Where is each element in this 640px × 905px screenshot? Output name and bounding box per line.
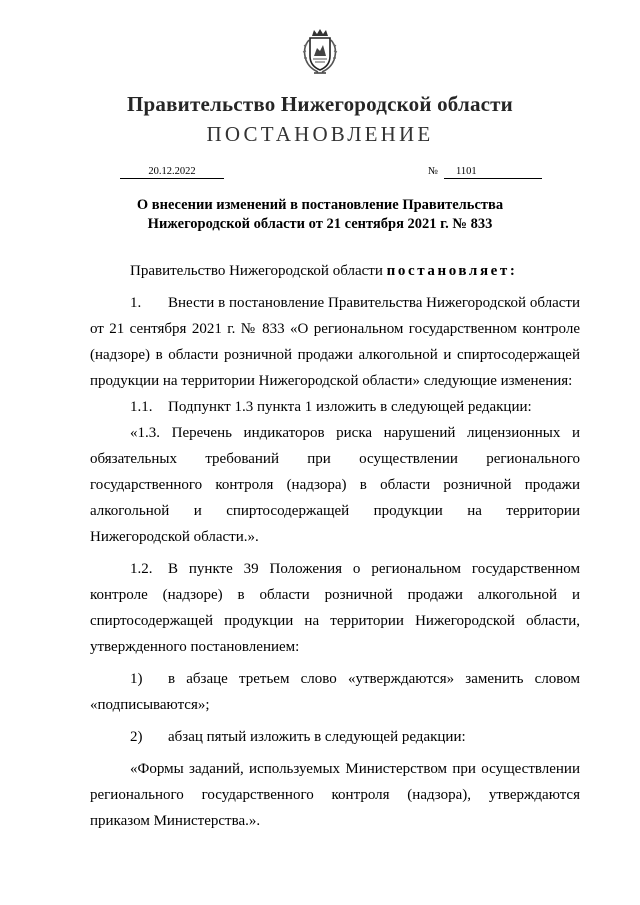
- subitem-1-number: 1): [130, 671, 143, 687]
- subitem-1-paragraph: [90, 666, 580, 718]
- nizhny-novgorod-coat-of-arms-icon: [298, 26, 342, 76]
- item-1-text: Внести в постановление Правительства Нижегородской области от 21 сентября 2021 г. № 833 «О региональном государственном контроле (надзоре) в области розничной продажи алкогольной и спиртосодержащей продукции на территории Нижегородской области» следующие изменения:: [90, 295, 580, 389]
- item-1-2-number: 1.2.: [130, 561, 153, 577]
- document-type: ПОСТАНОВЛЕНИЕ: [206, 122, 434, 146]
- item-1-1-number: 1.1.: [130, 399, 153, 415]
- subject-line-2: Нижегородской области от 21 сентября 2021 г. № 833: [147, 216, 493, 232]
- quote-2-paragraph: «Формы заданий, используемых Министерством при осуществлении регионального государственного контроля (надзора), утверждаются приказом Министерства.».: [90, 761, 580, 829]
- subitem-1-text: в абзаце третьем слово «утверждаются» заменить словом «подписываются»;: [90, 671, 580, 713]
- item-1-2-text: В пункте 39 Положения о региональном государственном контроле (надзоре) в области розничной продажи алкогольной и спиртосодержащей продукции на территории Нижегородской области, утвержденного постановлением:: [90, 561, 580, 655]
- organization-title: Правительство Нижегородской области: [127, 92, 513, 116]
- item-1-1-text: Подпункт 1.3 пункта 1 изложить в следующей редакции:: [168, 399, 532, 415]
- document-number: 1101: [456, 166, 477, 177]
- document-number-label: №: [428, 166, 439, 177]
- document-number-field: [444, 165, 542, 179]
- subitem-2-text: абзац пятый изложить в следующей редакции:: [168, 729, 466, 745]
- document-subject: [80, 196, 560, 234]
- document-date: 20.12.2022: [120, 165, 224, 179]
- subject-line-1: О внесении изменений в постановление Правительства: [136, 197, 504, 213]
- item-1-2-paragraph: [90, 556, 580, 660]
- document-body: [90, 258, 580, 834]
- intro-text: Правительство Нижегородской области: [130, 263, 387, 279]
- item-1-1-paragraph: [90, 394, 580, 420]
- subitem-2-number: 2): [130, 729, 143, 745]
- intro-paragraph: [90, 258, 580, 284]
- intro-verb: постановляет:: [386, 263, 518, 279]
- item-1-paragraph: [90, 290, 580, 394]
- item-1-number: 1.: [130, 295, 142, 311]
- quote-1-paragraph: «1.3. Перечень индикаторов риска нарушений лицензионных и обязательных требований при осуществлении регионального государственного контроля (надзора) в области розничной продажи алкогольной и спиртосодержащей продукции на территории Нижегородской области.».: [90, 425, 580, 545]
- subitem-2-paragraph: [90, 724, 580, 750]
